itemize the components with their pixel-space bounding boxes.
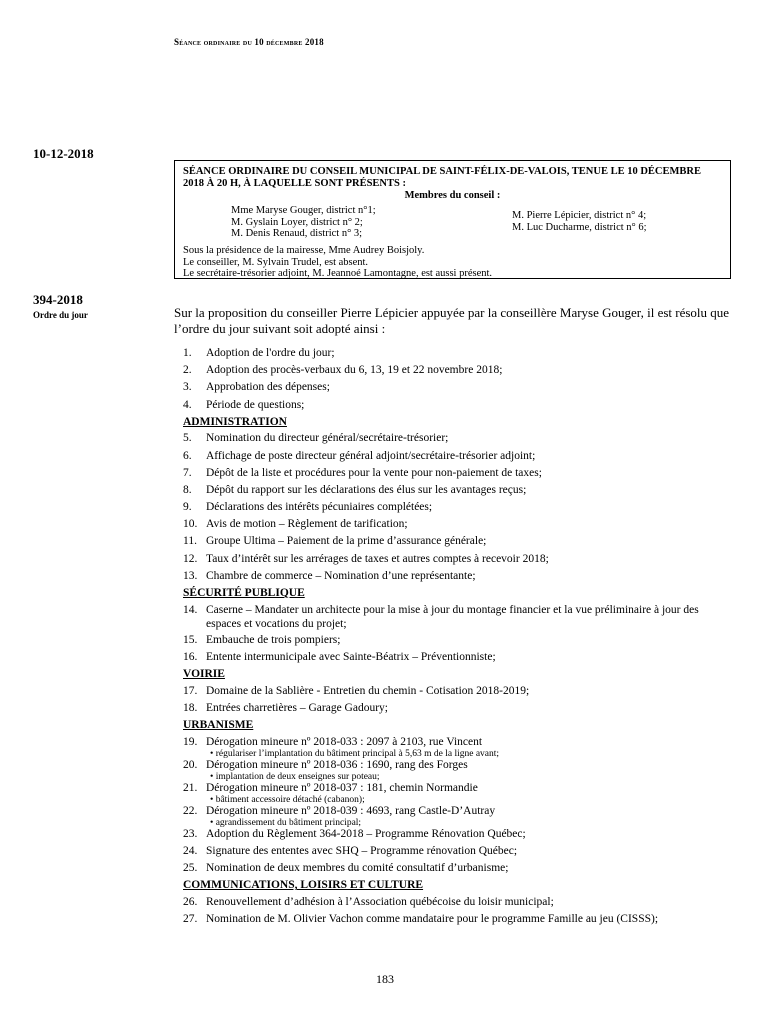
item-number: 20.: [183, 758, 198, 771]
item-text: Dérogation mineure nº 2018-039 : 4693, rang Castle-D’Autray: [206, 804, 496, 817]
item-text: Embauche de trois pompiers;: [206, 633, 341, 646]
item-number: 3.: [183, 381, 192, 394]
resolution-number: 394-2018: [33, 292, 83, 307]
item-text: Dépôt du rapport sur les déclarations des élus sur les avantages reçus;: [206, 483, 527, 496]
item-number: 8.: [183, 483, 192, 496]
agenda-item: [183, 500, 733, 517]
item-text: Chambre de commerce – Nomination d’une représentante;: [206, 569, 476, 582]
item-subpoint: • régulariser l’implantation du bâtiment principal à 5,63 m de la ligne avant;: [210, 748, 500, 759]
box-subtitle: Membres du conseil :: [404, 190, 501, 201]
agenda-item: [183, 758, 733, 781]
item-number: 10.: [183, 518, 198, 531]
section-heading: VOIRIE: [183, 668, 225, 680]
member: M. Gyslain Loyer, district n° 2;: [231, 216, 363, 228]
page-number: 183: [376, 972, 394, 986]
item-text: Groupe Ultima – Paiement de la prime d’assurance générale;: [206, 535, 487, 548]
agenda-item: [183, 827, 733, 844]
agenda-item: [183, 912, 733, 942]
item-text: Affichage de poste directeur général adjoint/secrétaire-trésorier adjoint;: [206, 449, 536, 462]
item-text: Dépôt de la liste et procédures pour la vente pour non-paiement de taxes;: [206, 466, 542, 479]
agenda-item: [183, 633, 733, 650]
item-number: 22.: [183, 804, 198, 817]
item-number: 26.: [183, 895, 198, 908]
member: M. Luc Ducharme, district n° 6;: [512, 221, 647, 233]
agenda-item: [183, 895, 733, 912]
agenda-item: [183, 534, 733, 551]
item-number: 13.: [183, 569, 198, 582]
item-text: Dérogation mineure nº 2018-033 : 2097 à 2103, rue Vincent: [206, 735, 483, 748]
item-number: 24.: [183, 844, 198, 857]
agenda-item: [183, 398, 733, 415]
member: Mme Maryse Gouger, district n°1;: [231, 205, 376, 216]
item-text: Entrées charretières – Garage Gadoury;: [206, 701, 388, 714]
footer-line: Le conseiller, M. Sylvain Trudel, est absent.: [183, 256, 369, 268]
member: M. Denis Renaud, district n° 3;: [231, 228, 363, 239]
section-heading: COMMUNICATIONS, LOISIRS ET CULTURE: [183, 879, 424, 892]
agenda-item: [183, 380, 733, 397]
members-right: [512, 210, 647, 233]
item-text: Signature des ententes avec SHQ – Programme rénovation Québec;: [206, 844, 518, 857]
agenda-item: [183, 517, 733, 534]
item-text: Adoption des procès-verbaux du 6, 13, 19 et 22 novembre 2018;: [206, 364, 503, 377]
section-heading: ADMINISTRATION: [183, 415, 287, 428]
meeting-date: 10-12-2018: [33, 146, 94, 161]
item-number: 6.: [183, 449, 192, 462]
agenda-item: [183, 735, 733, 758]
item-number: 16.: [183, 650, 198, 663]
agenda-item: [183, 804, 733, 827]
item-number: 4.: [183, 398, 192, 411]
agenda-item: [183, 844, 733, 861]
item-number: 19.: [183, 735, 198, 748]
item-subpoint: • agrandissement du bâtiment principal;: [210, 817, 362, 828]
agenda-item: [183, 363, 733, 380]
item-text: Entente intermunicipale avec Sainte-Béatrix – Préventionniste;: [206, 650, 496, 663]
item-text: Période de questions;: [206, 398, 305, 411]
box-footer: [183, 245, 492, 280]
item-subpoint: • bâtiment accessoire détaché (cabanon);: [210, 794, 365, 805]
item-number: 27.: [183, 912, 198, 925]
box-title: SÉANCE ORDINAIRE DU CONSEIL MUNICIPAL DE SAINT-FÉLIX-DE-VALOIS, TENUE LE 10 DÉCEMBRE 2018 À 20 H, À LAQUELLE SONT PRÉSENTS :: [183, 166, 702, 189]
item-text: Nomination du directeur général/secrétaire-trésorier;: [206, 432, 449, 445]
item-number: 25.: [183, 861, 198, 874]
item-number: 15.: [183, 633, 198, 646]
item-number: 17.: [183, 684, 198, 697]
item-text: Dérogation mineure nº 2018-036 : 1690, rang des Forges: [206, 758, 468, 771]
item-number: 14.: [183, 603, 198, 616]
item-text: Adoption du Règlement 364-2018 – Programme Rénovation Québec;: [206, 827, 526, 840]
item-text: Déclarations des intérêts pécuniaires complétées;: [206, 501, 433, 514]
agenda-item: [183, 483, 733, 500]
attendance-box: [174, 160, 731, 279]
item-number: 1.: [183, 347, 192, 359]
item-text: Adoption de l'ordre du jour;: [206, 347, 335, 359]
agenda-item: [183, 466, 733, 483]
section-heading: SÉCURITÉ PUBLIQUE: [183, 587, 305, 600]
item-text: Domaine de la Sablière - Entretien du chemin - Cotisation 2018-2019;: [206, 684, 530, 697]
item-number: 21.: [183, 781, 198, 794]
section-heading: URBANISME: [183, 718, 254, 731]
agenda-item: [183, 346, 733, 363]
agenda-item: [183, 781, 733, 804]
footer-line: Le secrétaire-trésorier adjoint, M. Jeannoé Lamontagne, est aussi présent.: [183, 268, 493, 279]
agenda-item: [183, 569, 733, 586]
footer-line: Sous la présidence de la mairesse, Mme Audrey Boisjoly.: [183, 245, 425, 256]
resolution-title: Ordre du jour: [33, 310, 88, 320]
agenda-list: [183, 346, 733, 942]
page-header: Séance ordinaire du 10 décembre 2018: [174, 37, 324, 47]
agenda-item: [183, 449, 733, 466]
item-number: 18.: [183, 701, 198, 714]
agenda-item: [183, 861, 733, 878]
item-number: 9.: [183, 501, 192, 514]
item-subpoint: • implantation de deux enseignes sur poteau;: [210, 771, 380, 782]
item-number: 5.: [183, 432, 192, 445]
item-text: Renouvellement d’adhésion à l’Association québécoise du loisir municipal;: [206, 895, 554, 908]
item-text: Nomination de deux membres du comité consultatif d’urbanisme;: [206, 861, 509, 874]
agenda-item: [183, 701, 733, 718]
item-number: 11.: [183, 535, 197, 548]
agenda-item: [183, 684, 733, 701]
item-text: Taux d’intérêt sur les arrérages de taxes et autres comptes à recevoir 2018;: [206, 552, 549, 565]
agenda-item: [183, 650, 733, 667]
item-text: Approbation des dépenses;: [206, 381, 330, 394]
resolution-intro: Sur la proposition du conseiller Pierre Lépicier appuyée par la conseillère Maryse Gouger, il est résolu que l’ordre du jour suivant soit adopté ainsi :: [174, 305, 730, 336]
item-text: Caserne – Mandater un architecte pour la mise à jour du montage financier et la vue préliminaire à jour des espaces et vocations du projet;: [206, 603, 699, 630]
agenda-item: [183, 603, 733, 633]
item-number: 2.: [183, 364, 192, 377]
members-left: [231, 205, 376, 240]
item-number: 7.: [183, 466, 192, 479]
item-text: Dérogation mineure nº 2018-037 : 181, chemin Normandie: [206, 781, 478, 794]
item-text: Avis de motion – Règlement de tarification;: [206, 518, 408, 531]
item-number: 12.: [183, 552, 198, 565]
item-text: Nomination de M. Olivier Vachon comme mandataire pour le programme Famille au jeu (CISSS);: [206, 912, 659, 925]
item-number: 23.: [183, 827, 198, 840]
agenda-item: [183, 552, 733, 569]
agenda-item: [183, 431, 733, 448]
member: M. Pierre Lépicier, district n° 4;: [512, 210, 647, 221]
